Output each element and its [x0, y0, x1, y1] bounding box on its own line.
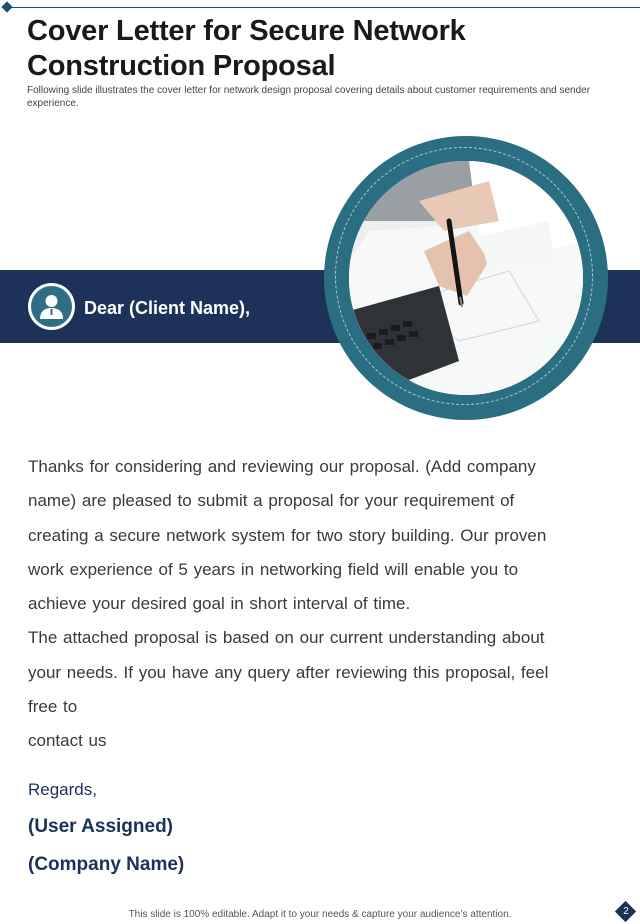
signature-company: (Company Name): [28, 854, 185, 875]
letter-line: achieve your desired goal in short interval of time.: [28, 594, 411, 614]
page-title: Cover Letter for Secure Network Construction Proposal: [27, 15, 466, 82]
page-subtitle: Following slide illustrates the cover letter for network design proposal covering details about customer requirements and sender experience.: [27, 85, 591, 109]
avatar: [28, 283, 75, 330]
letter-line: The attached proposal is based on our current understanding about: [28, 628, 545, 648]
letter-line: free to: [28, 697, 78, 717]
photo-illustration: [349, 161, 583, 395]
top-rule: [8, 7, 640, 8]
letter-line: Thanks for considering and reviewing our proposal. (Add company: [28, 457, 536, 476]
user-icon: [31, 286, 72, 327]
hand-writing-with-pen-photo: [349, 161, 583, 395]
footer-note: This slide is 100% editable. Adapt it to your needs & capture your audience’s attention.: [128, 909, 512, 920]
top-diamond-marker: [1, 1, 12, 12]
user-icon-glyph: [39, 293, 64, 319]
letter-body: [28, 450, 618, 759]
regards-text: Regards,: [28, 780, 97, 799]
page-number-badge: [616, 902, 636, 922]
letter-line: your needs. If you have any query after reviewing this proposal, feel: [28, 662, 549, 682]
signature-user: (User Assigned): [28, 816, 173, 837]
greeting-text: Dear (Client Name),: [84, 298, 251, 318]
page-number: 2: [623, 906, 629, 917]
letter-line: work experience of 5 years in networking field will enable you to: [28, 559, 519, 579]
letter-line: creating a secure network system for two story building. Our proven: [28, 525, 547, 545]
letter-line: contact us: [28, 731, 107, 751]
letter-line: name) are pleased to submit a proposal for your requirement of: [28, 491, 515, 511]
